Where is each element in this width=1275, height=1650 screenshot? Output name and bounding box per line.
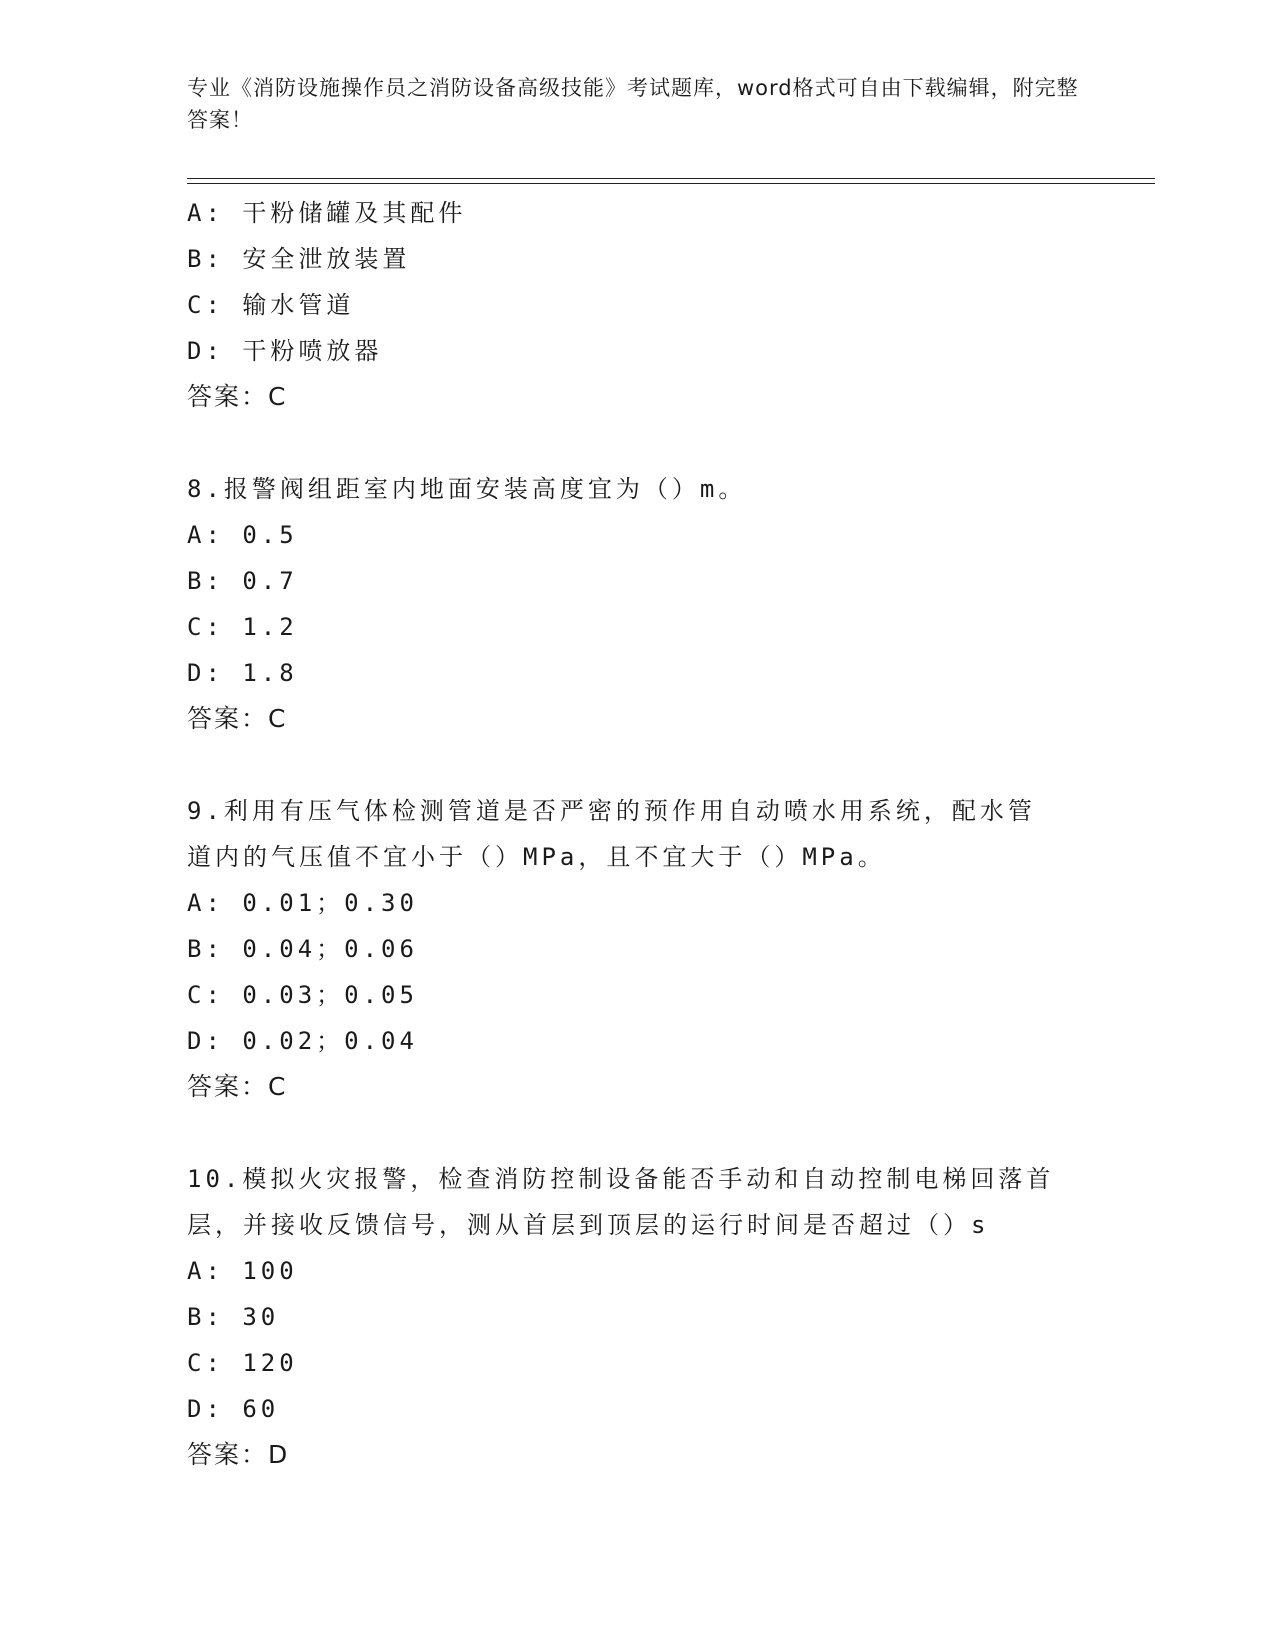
document-header: 专业《消防设施操作员之消防设备高级技能》考试题库，word格式可自由下载编辑，附完整答案！ xyxy=(187,76,1079,132)
option-c: C: 120 xyxy=(187,1349,298,1377)
option-d: D: 0.02；0.04 xyxy=(187,1027,418,1055)
question-8-block xyxy=(187,466,1087,742)
question-list xyxy=(187,190,1087,1478)
option-c: C: 输水管道 xyxy=(187,291,355,319)
question-10-block xyxy=(187,1156,1087,1478)
answer-line: 答案：D xyxy=(187,1440,290,1469)
question-text-line-1: 10.模拟火灾报警，检查消防控制设备能否手动和自动控制电梯回落首 xyxy=(187,1165,1055,1193)
spacer xyxy=(187,420,1087,466)
option-b: B: 安全泄放装置 xyxy=(187,245,411,273)
spacer xyxy=(187,1110,1087,1156)
answer-line: 答案：C xyxy=(187,704,288,733)
question-text-line-1: 9.利用有压气体检测管道是否严密的预作用自动喷水用系统，配水管 xyxy=(187,797,1036,825)
question-9-block xyxy=(187,788,1087,1110)
option-d: D: 干粉喷放器 xyxy=(187,337,383,365)
answer-line: 答案：C xyxy=(187,382,288,411)
header-rule-top xyxy=(187,178,1155,179)
option-b: B: 0.7 xyxy=(187,567,298,595)
question-text-line-2: 道内的气压值不宜小于（）MPa，且不宜大于（）MPa。 xyxy=(187,843,886,871)
option-b: B: 0.04；0.06 xyxy=(187,935,418,963)
option-c: C: 1.2 xyxy=(187,613,298,641)
header-rule-bottom xyxy=(187,183,1155,184)
question-text-line-2: 层，并接收反馈信号，测从首层到顶层的运行时间是否超过（）s xyxy=(187,1211,990,1239)
option-a: A: 100 xyxy=(187,1257,298,1285)
question-text: 8.报警阀组距室内地面安装高度宜为（）m。 xyxy=(187,475,747,503)
option-a: A: 0.01；0.30 xyxy=(187,889,418,917)
question-7-block xyxy=(187,190,1087,420)
option-b: B: 30 xyxy=(187,1303,280,1331)
answer-line: 答案：C xyxy=(187,1072,288,1101)
option-a: A: 0.5 xyxy=(187,521,298,549)
option-d: D: 60 xyxy=(187,1395,280,1423)
option-d: D: 1.8 xyxy=(187,659,298,687)
option-c: C: 0.03；0.05 xyxy=(187,981,418,1009)
spacer xyxy=(187,742,1087,788)
option-a: A: 干粉储罐及其配件 xyxy=(187,199,467,227)
